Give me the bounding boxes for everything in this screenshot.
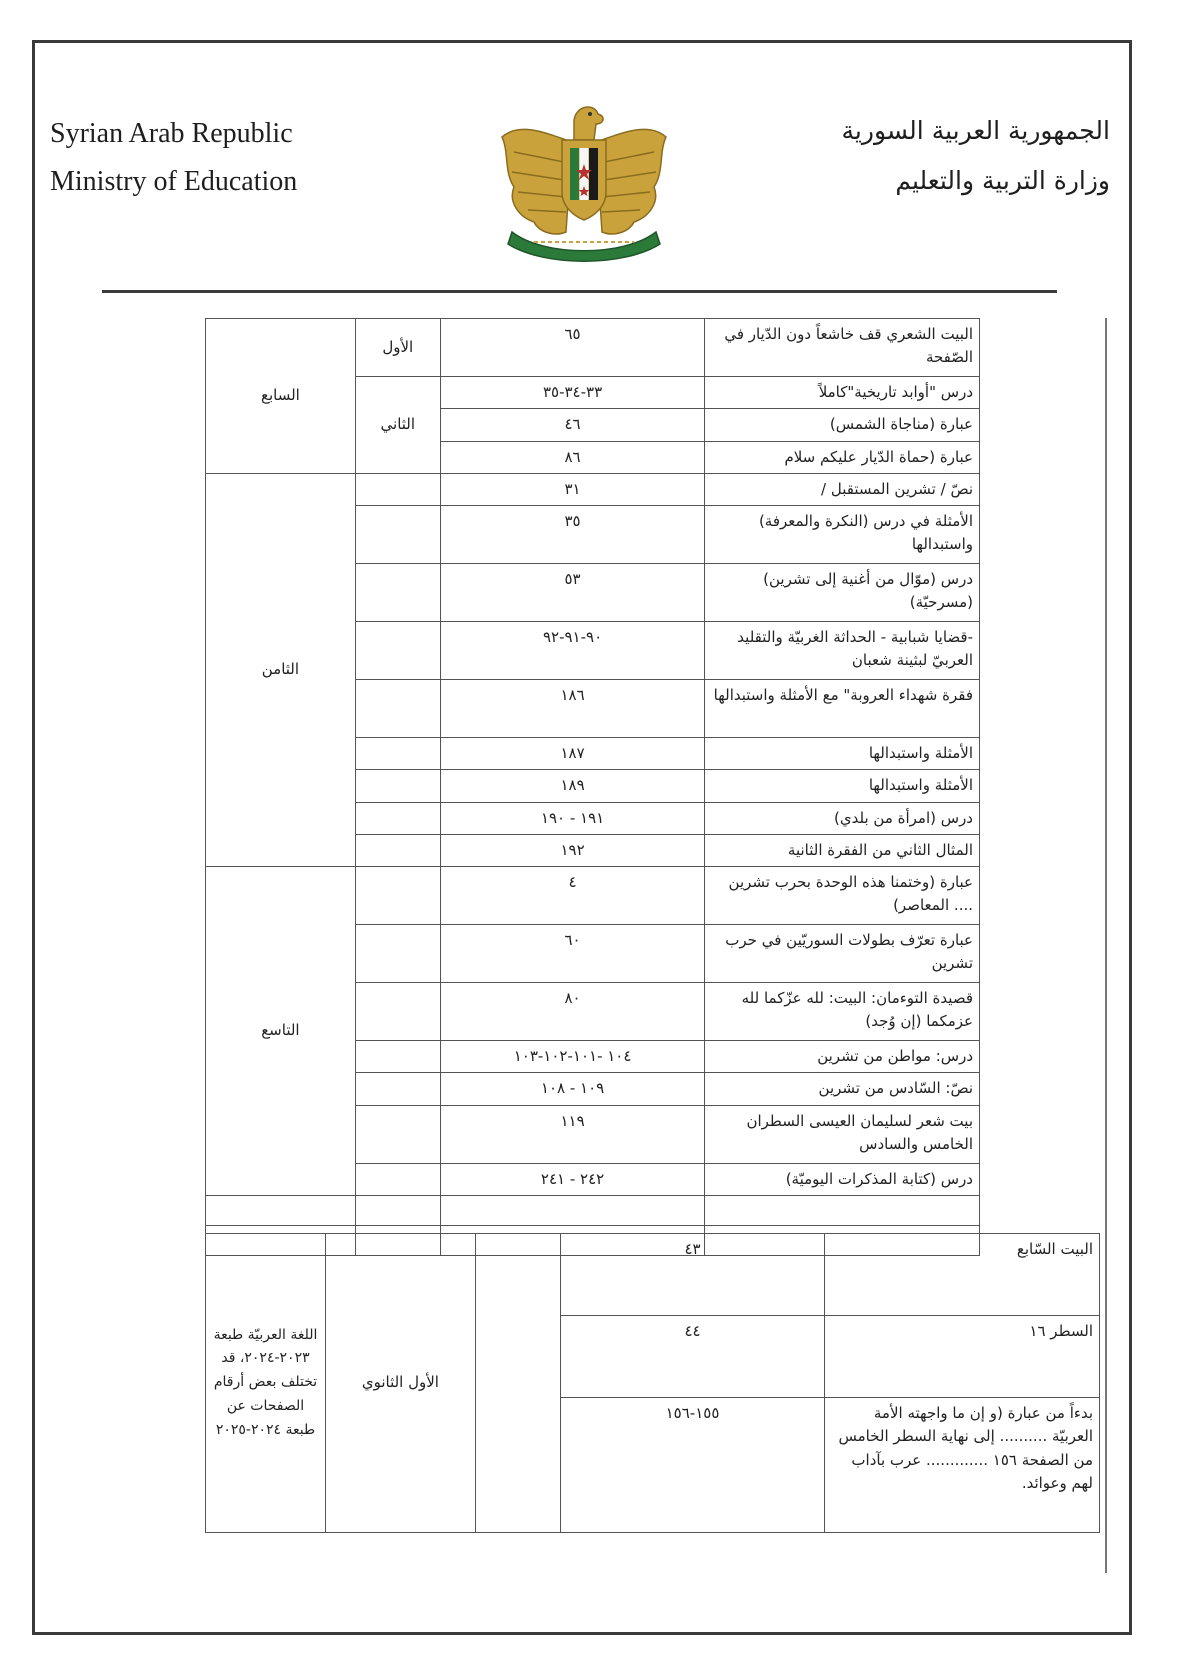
arabic-header-country: الجمهورية العربية السورية <box>841 116 1110 145</box>
pages-cell: ٦٥ <box>440 319 705 377</box>
pages-cell: ٤٤ <box>560 1316 825 1398</box>
pages-cell: ١٨٩ <box>440 770 705 802</box>
topic-cell: بيت شعر لسليمان العيسى السطران الخامس والسادس <box>705 1105 980 1163</box>
empty-row <box>206 1195 980 1225</box>
english-header-ministry: Ministry of Education <box>50 166 298 197</box>
topic-cell: قصيدة التوءمان: البيت: لله عزّكما لله عزمكما (إن وُجد) <box>705 983 980 1041</box>
topic-cell: السطر ١٦ <box>825 1316 1100 1398</box>
term-cell: الأول <box>355 319 440 377</box>
header-divider <box>102 290 1057 293</box>
pages-cell: ٣٣-٣٤-٣٥ <box>440 377 705 409</box>
arabic-header-ministry: وزارة التربية والتعليم <box>895 166 1110 195</box>
pages-cell: ١٠٩ - ١٠٨ <box>440 1073 705 1105</box>
topic-cell: الأمثلة واستبدالها <box>705 738 980 770</box>
pages-cell: ٤ <box>440 867 705 925</box>
page-vertical-rule <box>1105 318 1107 1573</box>
topic-cell: -قضايا شبابية - الحداثة الغربيّة والتقليد العربيّ لبثينة شعبان <box>705 622 980 680</box>
topic-cell: عبارة تعرّف بطولات السوريّين في حرب تشرين <box>705 925 980 983</box>
pages-cell: ١٠٤ -١٠١-١٠٢-١٠٣ <box>440 1041 705 1073</box>
pages-cell: ٤٦ <box>440 409 705 441</box>
table-row <box>206 473 980 505</box>
topic-cell: المثال الثاني من الفقرة الثانية <box>705 834 980 866</box>
topic-cell: درس (موّال من أغنية إلى تشرين) (مسرحيّة) <box>705 564 980 622</box>
topic-cell: عبارة (مناجاة الشمس) <box>705 409 980 441</box>
pages-cell: ٨٦ <box>440 441 705 473</box>
topic-cell: عبارة (حماة الدّيار عليكم سلام <box>705 441 980 473</box>
topic-cell: درس: مواطن من تشرين <box>705 1041 980 1073</box>
topic-cell: نصّ: السّادس من تشرين <box>705 1073 980 1105</box>
topic-cell: نصّ / تشرين المستقبل / <box>705 473 980 505</box>
grade-cell: السابع <box>206 319 356 474</box>
topic-cell: البيت السّابع <box>825 1234 1100 1316</box>
topic-cell: البيت الشعري قف خاشعاً دون الدّيار في الصّفحة <box>705 319 980 377</box>
topic-cell: عبارة (وختمنا هذه الوحدة بحرب تشرين .... المعاصر) <box>705 867 980 925</box>
topic-cell: الأمثلة في درس (النكرة والمعرفة) واستبدالها <box>705 506 980 564</box>
grade-cell: التاسع <box>206 867 356 1196</box>
pages-cell: ١٩٢ <box>440 834 705 866</box>
topic-cell: بدءاً من عبارة (و إن ما واجهته الأمة العربيّة .......... إلى نهاية السطر الخامس من الصفحة ١٥٦ ............. عرب بآداب لهم وعوائد. <box>825 1398 1100 1533</box>
topic-cell: درس (امرأة من بلدي) <box>705 802 980 834</box>
topic-cell: فقرة شهداء العروبة" مع الأمثلة واستبدالها <box>705 680 980 738</box>
pages-cell: ٣٥ <box>440 506 705 564</box>
topic-cell: درس (كتابة المذكرات اليوميّة) <box>705 1163 980 1195</box>
term-cell: الثاني <box>355 377 440 474</box>
english-header-country: Syrian Arab Republic <box>50 118 293 149</box>
pages-cell: ٥٣ <box>440 564 705 622</box>
secondary-grade-table <box>205 1233 1100 1533</box>
table-row <box>206 1234 1100 1316</box>
pages-cell: ١٨٦ <box>440 680 705 738</box>
topic-cell: الأمثلة واستبدالها <box>705 770 980 802</box>
grade-cell: الثامن <box>206 473 356 866</box>
pages-cell: ١٥٥-١٥٦ <box>560 1398 825 1533</box>
pages-cell: ٤٣ <box>560 1234 825 1316</box>
pages-cell: ١١٩ <box>440 1105 705 1163</box>
table-row <box>206 319 980 377</box>
pages-cell: ٦٠ <box>440 925 705 983</box>
syrian-eagle-emblem-icon <box>494 92 674 262</box>
pages-cell: ٢٤٢ - ٢٤١ <box>440 1163 705 1195</box>
topic-cell: درس "أوابد تاريخية"كاملاً <box>705 377 980 409</box>
grades-7-9-table <box>205 318 980 1256</box>
pages-cell: ١٨٧ <box>440 738 705 770</box>
pages-cell: ١٩١ - ١٩٠ <box>440 802 705 834</box>
pages-cell: ٩٠-٩١-٩٢ <box>440 622 705 680</box>
pages-cell: ٣١ <box>440 473 705 505</box>
grade-cell: الأول الثانوي <box>325 1234 475 1533</box>
table-row <box>206 867 980 925</box>
pages-cell: ٨٠ <box>440 983 705 1041</box>
edition-note-cell: اللغة العربيّة طبعة ٢٠٢٣-٢٠٢٤، قد تختلف بعض أرقام الصفحات عن طبعة ٢٠٢٤-٢٠٢٥ <box>206 1234 326 1533</box>
